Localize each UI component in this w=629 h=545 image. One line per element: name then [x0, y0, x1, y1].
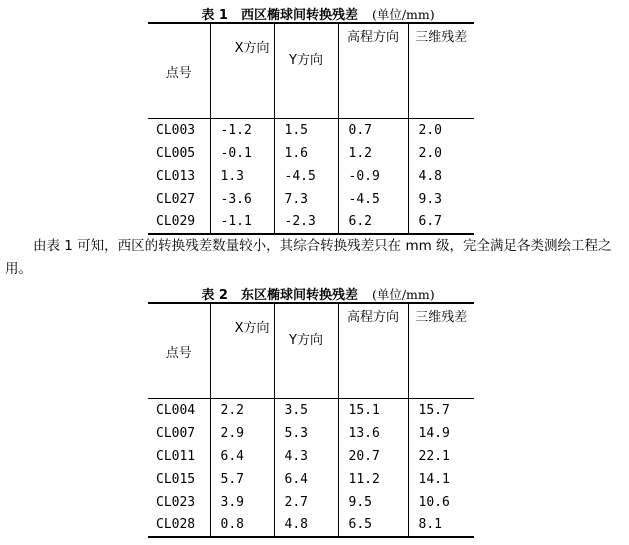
- table-cell-height: 9.5: [338, 491, 408, 514]
- table-1: [148, 22, 474, 235]
- table-cell-y: -2.3: [274, 211, 338, 234]
- table-2-header-y: Y方向: [274, 303, 338, 399]
- table-1-title: 表 1 西区椭球间转换残差: [201, 8, 358, 23]
- table-cell-x: -1.1: [210, 211, 274, 234]
- table-cell-3d: 8.1: [408, 514, 474, 537]
- table-cell-y: 5.3: [274, 422, 338, 445]
- table-2-header-row: [148, 303, 474, 399]
- table-cell-height: 13.6: [338, 422, 408, 445]
- table-row: [148, 445, 474, 468]
- table-row: [148, 142, 474, 165]
- table-cell-y: 4.8: [274, 514, 338, 537]
- table-cell-point: CL013: [156, 168, 196, 184]
- table-2-unit: (单位/mm): [371, 287, 435, 302]
- table-cell-x: 6.4: [210, 445, 274, 468]
- table-cell-3d: 15.7: [408, 399, 474, 422]
- table-1-caption: [148, 4, 488, 23]
- table-row: [148, 514, 474, 537]
- body-paragraph: 由表 1 可知，西区的转换残差数量较小，其综合转换残差只在 mm 级，完全满足各类测绘工程之用。: [5, 238, 612, 277]
- table-cell-x: -3.6: [210, 188, 274, 211]
- table-2-header-point: 点号: [148, 303, 210, 399]
- table-cell-x: -0.1: [210, 142, 274, 165]
- table-cell-point: CL027: [156, 191, 196, 207]
- table-cell-height: 11.2: [338, 468, 408, 491]
- table-cell-3d: 10.6: [408, 491, 474, 514]
- table-cell-height: 0.7: [338, 119, 408, 142]
- table-cell-3d: 9.3: [408, 188, 474, 211]
- table-cell-3d: 6.7: [408, 211, 474, 234]
- table-cell-3d: 4.8: [408, 165, 474, 188]
- table-cell-point: CL011: [156, 448, 196, 464]
- table-row: [148, 491, 474, 514]
- table-cell-3d: 2.0: [408, 119, 474, 142]
- table-cell-y: 4.3: [274, 445, 338, 468]
- table-cell-height: 15.1: [338, 399, 408, 422]
- table-cell-x: 0.8: [210, 514, 274, 537]
- table-row: [148, 399, 474, 422]
- table-cell-height: -0.9: [338, 165, 408, 188]
- table-2-title: 表 2 东区椭球间转换残差: [201, 288, 358, 303]
- table-2-header-x: X方向: [210, 303, 274, 399]
- table-cell-point: CL015: [156, 471, 196, 487]
- table-cell-x: 2.9: [210, 422, 274, 445]
- table-cell-point: CL029: [148, 211, 210, 234]
- table-cell-point: CL007: [156, 425, 196, 441]
- table-cell-height: 20.7: [338, 445, 408, 468]
- table-1-header-y: Y方向: [274, 23, 338, 119]
- table-cell-x: 2.2: [210, 399, 274, 422]
- table-1-header-height: 高程方向: [338, 23, 408, 119]
- table-cell-height: 6.2: [338, 211, 408, 234]
- table-1-header-point: 点号: [148, 23, 210, 119]
- table-row: [148, 422, 474, 445]
- table-cell-y: 1.5: [274, 119, 338, 142]
- table-cell-x: -1.2: [210, 119, 274, 142]
- table-cell-x: 5.7: [210, 468, 274, 491]
- table-cell-y: 7.3: [274, 188, 338, 211]
- table-2-header-height: 高程方向: [338, 303, 408, 399]
- table-cell-3d: 2.0: [408, 142, 474, 165]
- table-cell-point: CL005: [156, 145, 196, 161]
- table-cell-3d: 14.1: [408, 468, 474, 491]
- table-cell-y: 2.7: [274, 491, 338, 514]
- table-cell-height: -4.5: [338, 188, 408, 211]
- table-cell-point: CL023: [156, 494, 196, 510]
- table-cell-y: 1.6: [274, 142, 338, 165]
- table-cell-y: -4.5: [274, 165, 338, 188]
- table-2: [148, 302, 474, 538]
- table-cell-point: CL003: [156, 122, 196, 138]
- table-cell-x: 1.3: [210, 165, 274, 188]
- table-1-header-3d: 三维残差: [408, 23, 474, 119]
- table-2-caption: [148, 284, 488, 303]
- table-cell-height: 1.2: [338, 142, 408, 165]
- table-cell-height: 6.5: [338, 514, 408, 537]
- table-1-header-row: [148, 23, 474, 119]
- table-cell-y: 3.5: [274, 399, 338, 422]
- table-cell-point: CL004: [156, 402, 196, 418]
- table-cell-y: 6.4: [274, 468, 338, 491]
- table-1-header-x: X方向: [210, 23, 274, 119]
- table-row: [148, 119, 474, 142]
- table-2-header-3d: 三维残差: [408, 303, 474, 399]
- table-row: [148, 211, 474, 234]
- table-cell-3d: 22.1: [408, 445, 474, 468]
- table-row: [148, 165, 474, 188]
- table-cell-point: CL028: [148, 514, 210, 537]
- table-row: [148, 188, 474, 211]
- table-row: [148, 468, 474, 491]
- table-cell-x: 3.9: [210, 491, 274, 514]
- table-cell-3d: 14.9: [408, 422, 474, 445]
- table-1-unit: (单位/mm): [371, 7, 435, 22]
